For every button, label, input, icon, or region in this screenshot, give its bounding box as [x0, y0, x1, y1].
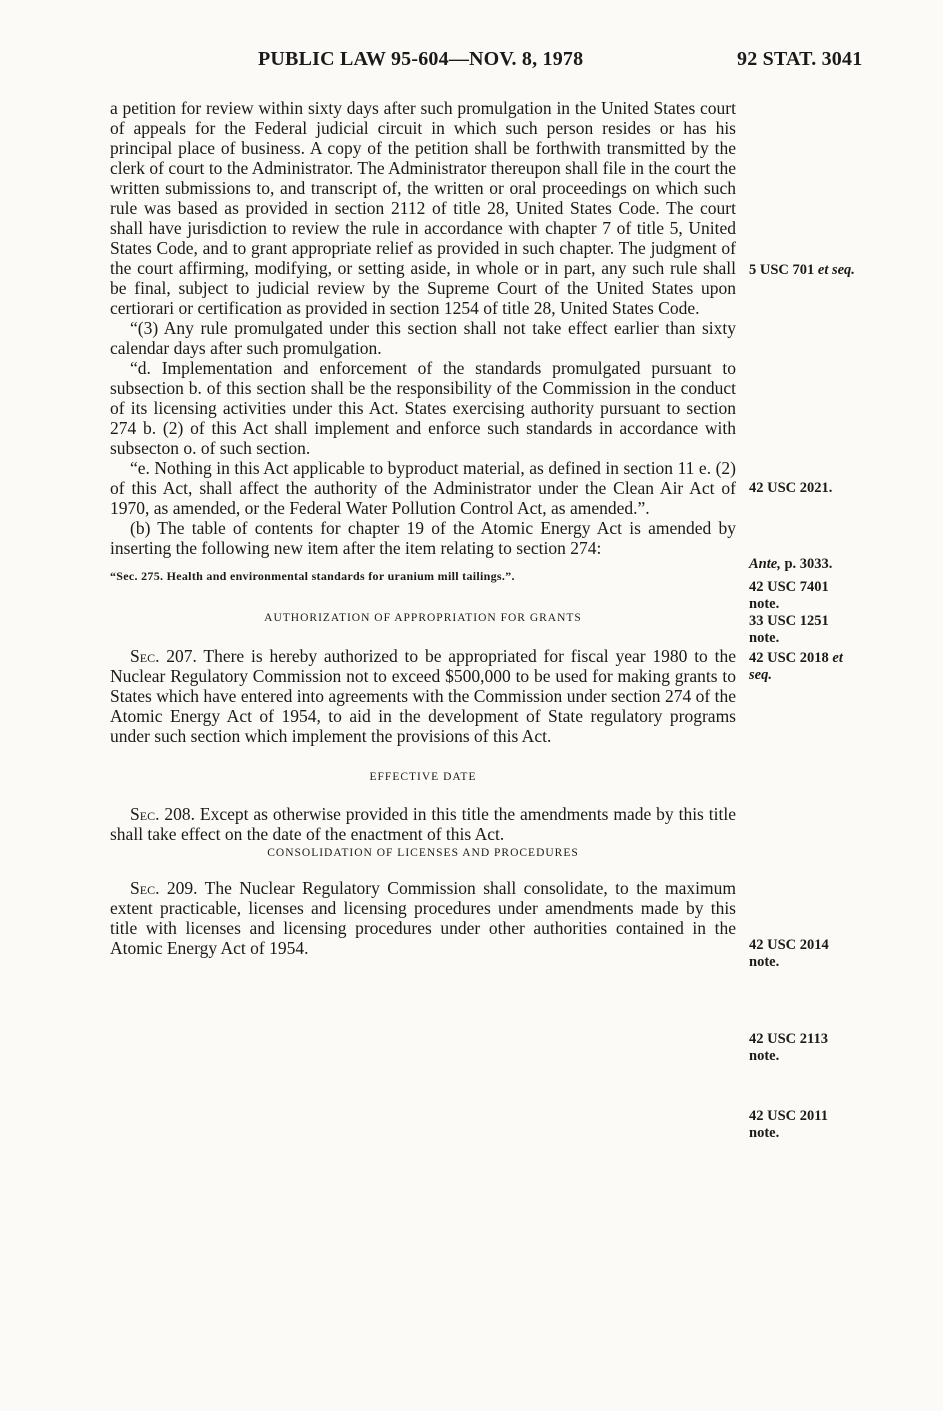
section-label: Sec. — [130, 804, 160, 824]
margin-note-42-usc-2018: 42 USC 2018 et seq. — [749, 650, 843, 683]
margin-note-5-usc-701: 5 USC 701 et seq. — [749, 262, 855, 278]
margin-note-42-usc-2014: 42 USC 2014 note. — [749, 937, 829, 970]
paragraph-subsection-e: “e. Nothing in this Act applicable to byproduct material, as defined in section 11 e. (2) of this Act, shall affect the authority of the Administrator under the Clean Air Act of 1970, as amended, or the Federal Water Pollution Control Act, as amended.”. — [110, 458, 736, 518]
section-label: Sec. — [130, 878, 160, 898]
section-208 — [110, 804, 736, 844]
paragraph-continuation: a petition for review within sixty days after such promulgation in the United States court of appeals for the Federal judicial circuit in which such person resides or has his principal place of business. A copy of the petition shall be forthwith transmitted by the clerk of court to the Administrator. The Administrator thereupon shall file in the court the written submissions to, and transcript of, the written or oral proceedings on which such rule was based as provided in section 2112 of title 28, United States Code. The court shall have jurisdiction to review the rule in accordance with chapter 7 of title 5, United States Code, and to grant appropriate relief as provided in such chapter. The judgment of the court affirming, modifying, or setting aside, in whole or in part, any such rule shall be final, subject to judicial review by the Supreme Court of the United States upon certiorari or certification as provided in section 1254 of title 28, United States Code. — [110, 98, 736, 318]
section-207 — [110, 646, 736, 746]
section-heading-consolidation: CONSOLIDATION OF LICENSES AND PROCEDURES — [267, 847, 579, 859]
section-heading-effective-date: EFFECTIVE DATE — [369, 771, 477, 783]
margin-note-42-usc-2113: 42 USC 2113 note. — [749, 1031, 828, 1064]
main-text-column — [110, 98, 736, 958]
table-of-contents-item: “Sec. 275. Health and environmental standards for uranium mill tailings.”. — [110, 569, 515, 583]
paragraph-subsection-3: “(3) Any rule promulgated under this section shall not take effect earlier than sixty calendar days after such promulgation. — [110, 318, 736, 358]
paragraph-table-of-contents-amendment: (b) The table of contents for chapter 19 of the Atomic Energy Act is amended by inserting the following new item after the item relating to section 274: — [110, 518, 736, 558]
margin-note-42-usc-2021: 42 USC 2021. — [749, 480, 833, 496]
section-label: Sec. — [130, 646, 160, 666]
section-209-text: 209. The Nuclear Regulatory Commission shall consolidate, to the maximum extent practicable, licenses and licensing procedures under amendments made by this title with licenses and licensing procedures under other authorities contained in the Atomic Energy Act of 1954. — [110, 878, 736, 958]
section-208-text: 208. Except as otherwise provided in this title the amendments made by this title shall take effect on the date of the enactment of this Act. — [110, 804, 736, 844]
margin-note-42-usc-2011: 42 USC 2011 note. — [749, 1108, 828, 1141]
section-209 — [110, 878, 736, 958]
margin-note-ante: Ante, p. 3033. — [749, 556, 833, 572]
section-heading-authorization: AUTHORIZATION OF APPROPRIATION FOR GRANTS — [264, 612, 582, 624]
running-title: PUBLIC LAW 95-604—NOV. 8, 1978 — [258, 48, 584, 70]
margin-note-42-usc-7401: 42 USC 7401 note. — [749, 579, 829, 612]
margin-note-33-usc-1251: 33 USC 1251 note. — [749, 613, 829, 646]
page-header — [0, 48, 943, 74]
paragraph-subsection-d: “d. Implementation and enforcement of the standards promulgated pursuant to subsection b. of this section shall be the responsibility of the Commission in the conduct of its licensing activities under this Act. States exercising authority pursuant to section 274 b. (2) of this Act shall implement and enforce such standards in accordance with subsecton o. of such section. — [110, 358, 736, 458]
section-207-text: 207. There is hereby authorized to be appropriated for fiscal year 1980 to the Nuclear Regulatory Commission not to exceed $500,000 to be used for making grants to States which have entered into agreements with the Commission under section 274 of the Atomic Energy Act of 1954, to aid in the development of State regulatory programs under such section which implement the provisions of this Act. — [110, 646, 737, 746]
stat-page-number: 92 STAT. 3041 — [737, 48, 863, 70]
